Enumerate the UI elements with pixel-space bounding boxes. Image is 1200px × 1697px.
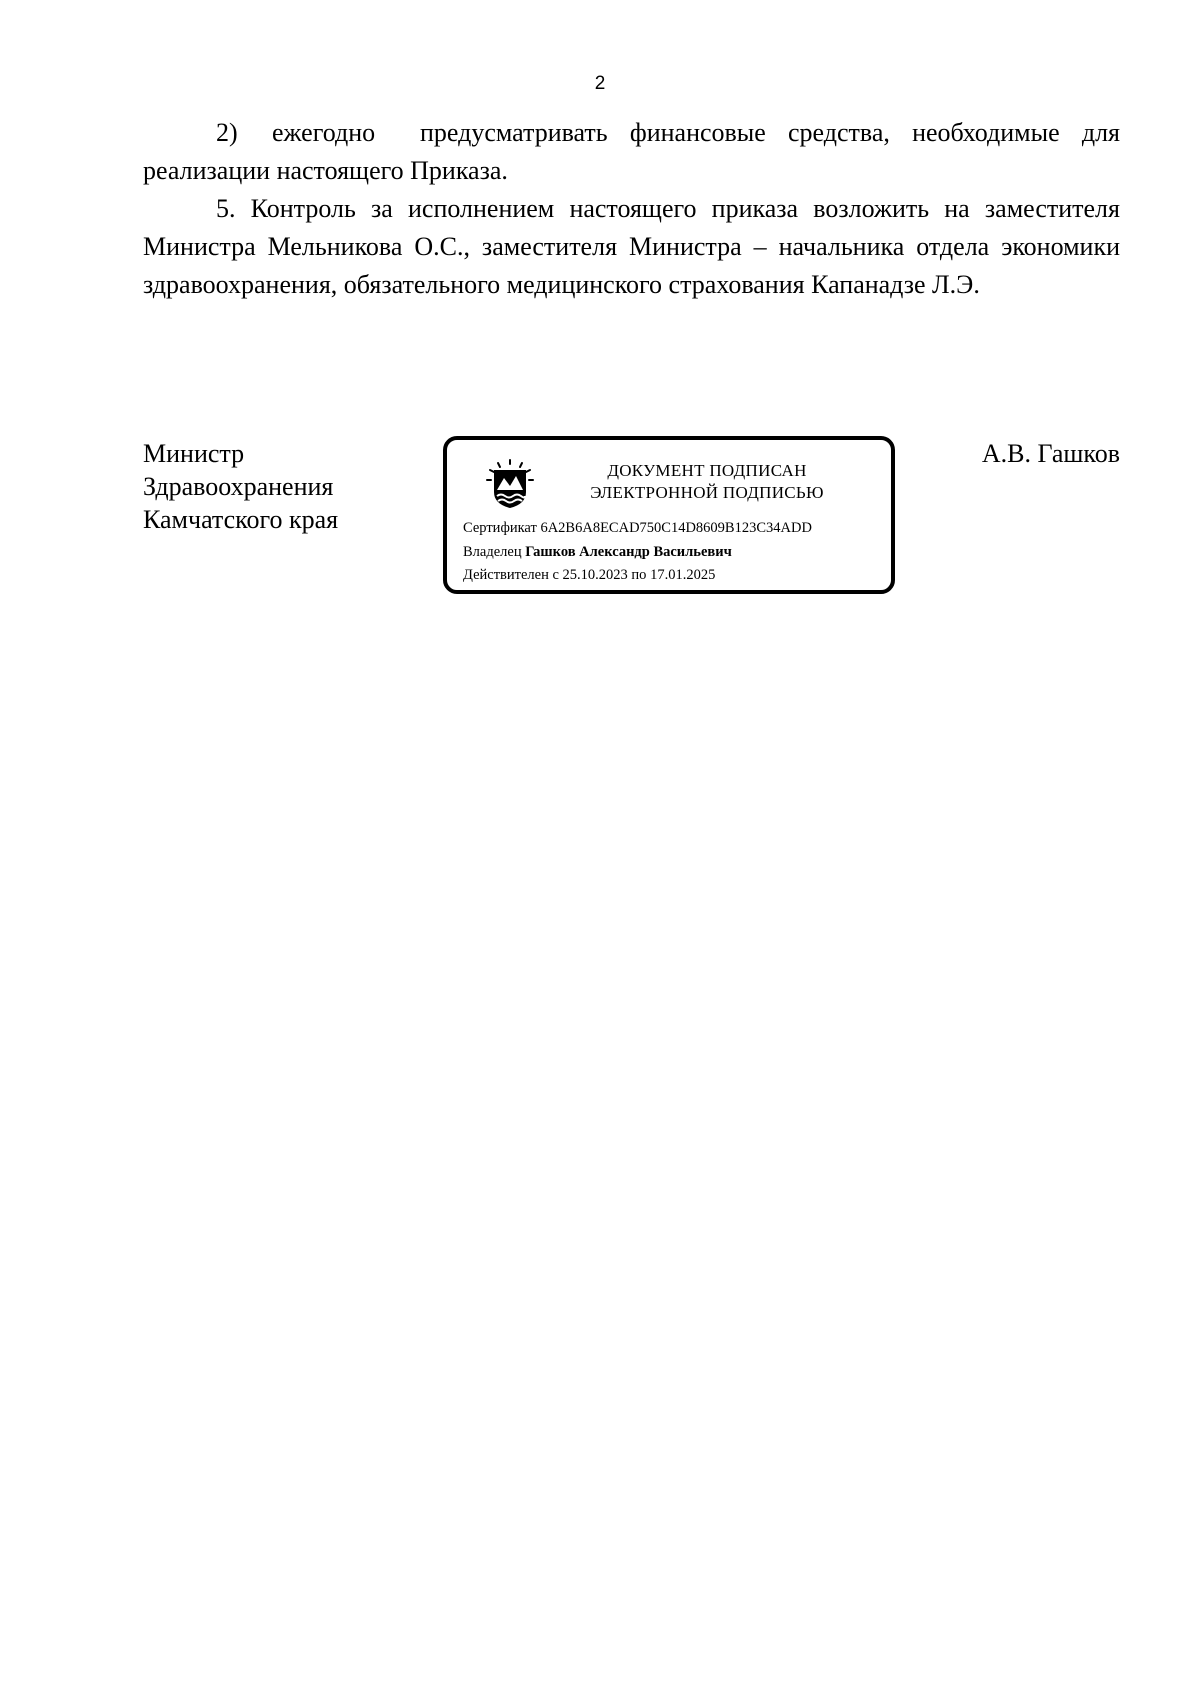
paragraph-control: 5. Контроль за исполнением настоящего приказа возложить на заместителя Министра Мельникова О.С., заместителя Министра – начальника отдела экономики здравоохранения, обязательного медицинского страхования Капанадзе Л.Э. (143, 194, 1120, 299)
stamp-heading-line: ДОКУМЕНТ ПОДПИСАН (607, 461, 807, 480)
signer-title-line: Камчатского края (143, 505, 339, 534)
kamchatka-emblem-icon (485, 458, 535, 510)
stamp-owner (463, 543, 732, 561)
page-number: 2 (594, 73, 606, 94)
stamp-heading-line: ЭЛЕКТРОННОЙ ПОДПИСЬЮ (590, 483, 824, 502)
signer-title-line: Министр (143, 439, 245, 468)
paragraph-financing (143, 114, 1120, 190)
owner-value: Гашков Александр Васильевич (525, 544, 732, 560)
certificate-label: Сертификат (463, 520, 537, 536)
stamp-validity (463, 566, 715, 584)
stamp-heading (557, 460, 857, 504)
stamp-certificate (463, 519, 812, 537)
signer-name: А.В. Гашков (981, 439, 1120, 468)
owner-label: Владелец (463, 544, 522, 560)
valid-from: 25.10.2023 (562, 567, 628, 583)
valid-to: 17.01.2025 (650, 567, 716, 583)
document-body (143, 114, 1120, 304)
valid-label: Действителен с (463, 567, 559, 583)
signer-title (143, 437, 338, 536)
list-number: 2) (216, 118, 238, 147)
certificate-value: 6A2B6A8ECAD750C14D8609B123C34ADD (540, 520, 812, 536)
valid-to-label: по (631, 567, 647, 583)
signer-title-line: Здравоохранения (143, 472, 334, 501)
paragraph-word: ежегодно (272, 118, 376, 147)
electronic-signature-stamp (443, 436, 895, 594)
paragraph-text: предусматривать финансовые средства, необходимые для реализации настоящего Приказа. (143, 118, 1120, 185)
